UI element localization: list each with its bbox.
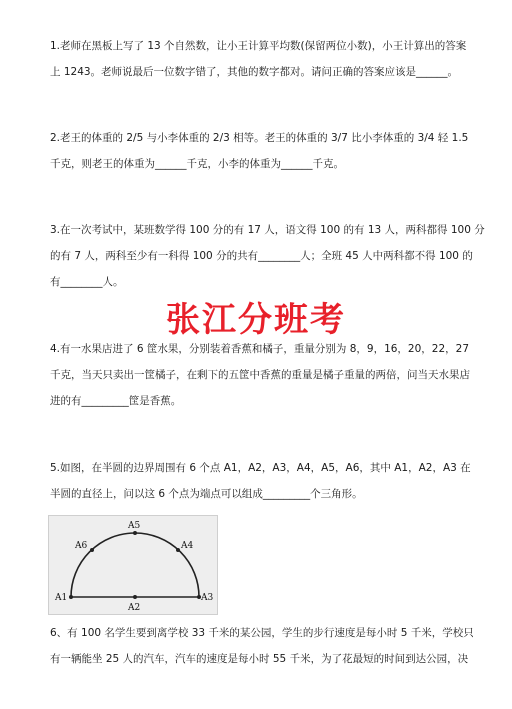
question-6-line-2: 有一辆能坐 25 人的汽车，汽车的速度是每小时 55 千米，为了花最短的时间到达公园，决 [50,653,469,665]
label-a6: A6 [75,541,88,551]
label-a3: A3 [201,593,214,603]
semicircle-outline [71,533,199,597]
label-a2: A2 [128,603,141,613]
question-4-line-1: 4.有一水果店进了 6 筐水果，分别装着香蕉和橘子，重量分别为 8，9，16，20，22，27 [50,343,470,355]
question-5-line-1: 5.如图，在半圆的边界周围有 6 个点 A1，A2，A3，A4，A5，A6，其中 A1，A2，A3 在 [50,462,471,474]
question-1-line-1: 1.老师在黑板上写了 13 个自然数，让小王计算平均数(保留两位小数)，小王计算出的答案 [50,40,467,52]
question-6-line-1: 6、有 100 名学生要到离学校 33 千米的某公园，学生的步行速度是每小时 5 千米，学校只 [50,627,474,639]
semicircle-diagram [49,516,217,614]
question-5-line-2: 半圆的直径上，问以这 6 个点为端点可以组成_________个三角形。 [50,488,363,500]
point-a1 [69,595,73,599]
question-1 [50,33,470,85]
semicircle-figure [48,515,218,615]
point-a6 [90,548,94,552]
question-3-line-3: 有________人。 [50,276,124,288]
question-3 [50,217,485,295]
point-a5 [133,531,137,535]
question-3-line-1: 3.在一次考试中，某班数学得 100 分的有 17 人，语文得 100 的有 13 人，两科都得 100 分 [50,224,485,236]
label-a4: A4 [181,541,194,551]
point-a4 [176,548,180,552]
question-4-line-2: 千克，当天只卖出一筐橘子，在剩下的五筐中香蕉的重量是橘子重量的两倍，问当天水果店 [50,369,470,381]
question-3-line-2: 的有 7 人，两科至少有一科得 100 分的共有________人；全班 45 人中两科都不得 100 的 [50,250,473,262]
label-a5: A5 [128,521,141,531]
question-2 [50,125,470,177]
question-2-line-1: 2.老王的体重的 2/5 与小李体重的 2/3 相等。老王的体重的 3/7 比小李体重的 3/4 轻 1.5 [50,132,469,144]
question-6 [50,620,474,672]
question-4 [50,336,470,414]
watermark-text: 张江分班考 [166,300,346,340]
question-1-line-2: 上 1243。老师说最后一位数字错了，其他的数字都对。请问正确的答案应该是______。 [50,66,459,78]
label-a1: A1 [55,593,68,603]
question-5 [50,455,470,507]
point-a2 [133,595,137,599]
question-4-line-3: 进的有_________筐是香蕉。 [50,395,182,407]
question-2-line-2: 千克，则老王的体重为______千克，小李的体重为______千克。 [50,158,344,170]
